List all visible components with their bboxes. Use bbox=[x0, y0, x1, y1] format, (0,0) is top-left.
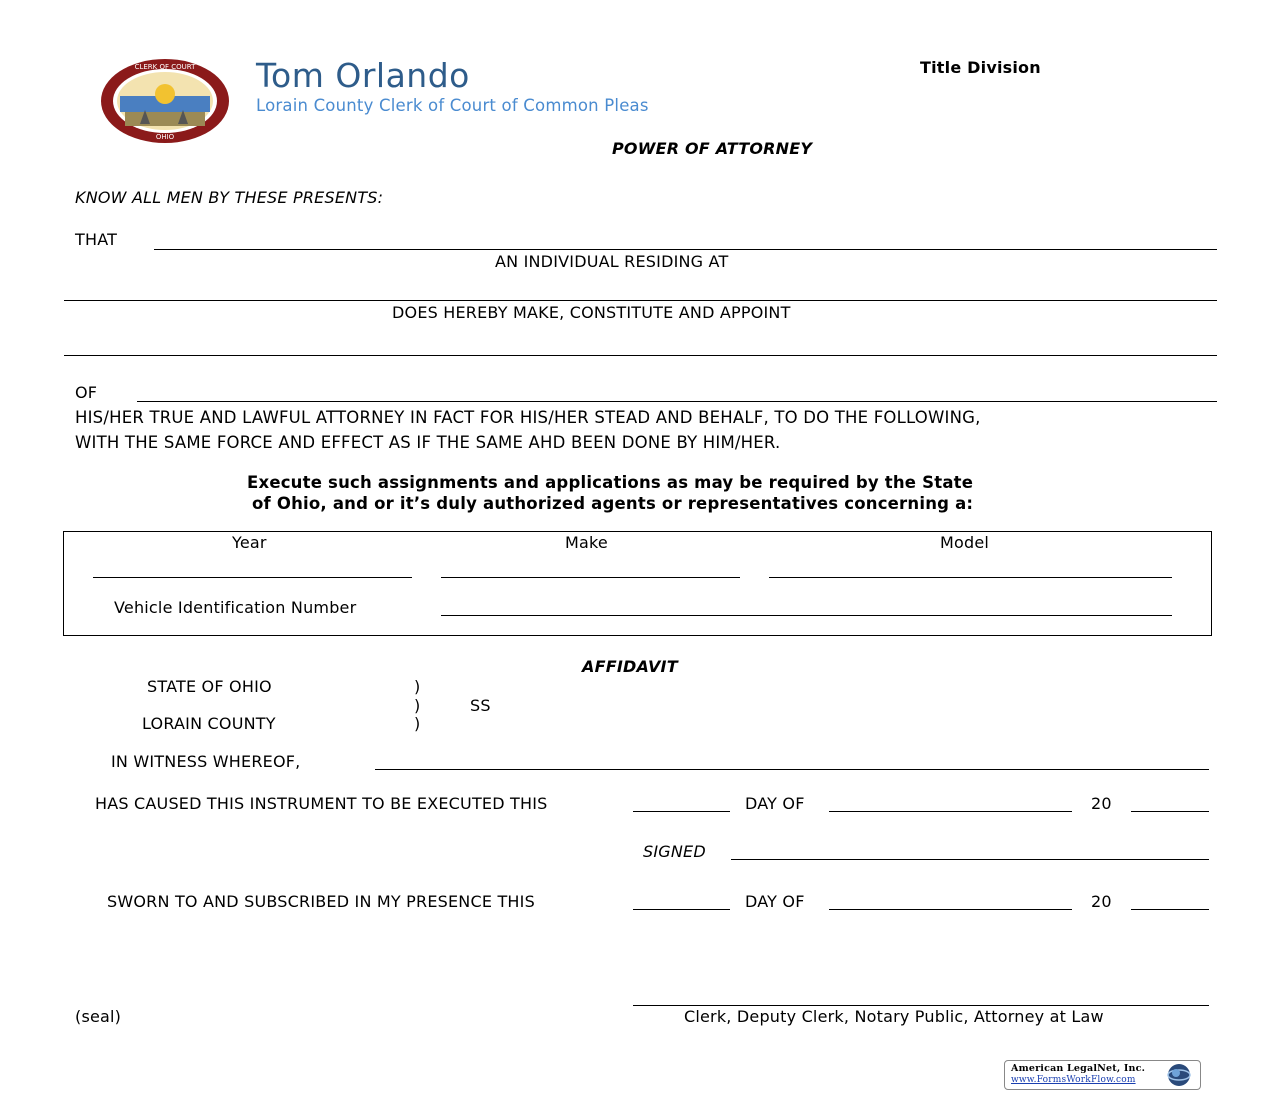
preamble: KNOW ALL MEN BY THESE PRESENTS: bbox=[75, 188, 384, 207]
executed-month-field[interactable] bbox=[829, 811, 1072, 812]
principal-address-field[interactable] bbox=[64, 300, 1217, 301]
principal-name-field[interactable] bbox=[154, 249, 1217, 250]
signature-field[interactable] bbox=[731, 859, 1209, 860]
paren-3: ) bbox=[414, 714, 421, 733]
execute-text-line2: of Ohio, and or it’s duly authorized agents or representatives concerning a: bbox=[252, 494, 974, 513]
sworn-label: SWORN TO AND SUBSCRIBED IN MY PRESENCE THIS bbox=[107, 892, 535, 911]
executed-year-field[interactable] bbox=[1131, 811, 1209, 812]
clerk-name: Tom Orlando bbox=[256, 56, 470, 95]
sworn-year-field[interactable] bbox=[1131, 909, 1209, 910]
clerk-office: Lorain County Clerk of Court of Common Pleas bbox=[256, 96, 649, 115]
executed-year-prefix: 20 bbox=[1091, 794, 1112, 813]
signed-label: SIGNED bbox=[643, 842, 706, 861]
division-label: Title Division bbox=[920, 58, 1041, 77]
svg-text:CLERK OF COURT: CLERK OF COURT bbox=[134, 63, 196, 71]
legalnet-url[interactable]: www.FormsWorkFlow.com bbox=[1011, 1075, 1136, 1085]
sworn-day-of-label: DAY OF bbox=[745, 892, 805, 911]
legalnet-logo[interactable] bbox=[1004, 1060, 1201, 1090]
model-label: Model bbox=[940, 533, 990, 552]
official-title: Clerk, Deputy Clerk, Notary Public, Attorney at Law bbox=[684, 1007, 1104, 1026]
affidavit-title: AFFIDAVIT bbox=[582, 657, 678, 676]
execute-text-line1: Execute such assignments and applications as may be required by the State bbox=[247, 473, 974, 492]
witness-label: IN WITNESS WHEREOF, bbox=[111, 752, 301, 771]
attorney-text-line1: HIS/HER TRUE AND LAWFUL ATTORNEY IN FACT FOR HIS/HER STEAD AND BEHALF, TO DO THE FOLLOWING, bbox=[75, 408, 981, 427]
of-label: OF bbox=[75, 383, 98, 402]
court-seal bbox=[100, 58, 230, 144]
that-label: THAT bbox=[75, 230, 118, 249]
state-label: STATE OF OHIO bbox=[147, 677, 272, 696]
appoint-label: DOES HEREBY MAKE, CONSTITUTE AND APPOINT bbox=[392, 303, 791, 322]
attorney-address-field[interactable] bbox=[137, 401, 1217, 402]
make-field[interactable] bbox=[441, 577, 740, 578]
paren-2: ) bbox=[414, 696, 421, 715]
model-field[interactable] bbox=[769, 577, 1172, 578]
county-label: LORAIN COUNTY bbox=[142, 714, 276, 733]
sworn-day-field[interactable] bbox=[633, 909, 730, 910]
attorney-name-field[interactable] bbox=[64, 355, 1217, 356]
paren-1: ) bbox=[414, 677, 421, 696]
ss-label: SS bbox=[470, 696, 491, 715]
seal-label: (seal) bbox=[75, 1007, 122, 1026]
sworn-month-field[interactable] bbox=[829, 909, 1072, 910]
make-label: Make bbox=[565, 533, 608, 552]
attorney-text-line2: WITH THE SAME FORCE AND EFFECT AS IF THE SAME AHD BEEN DONE BY HIM/HER. bbox=[75, 433, 781, 452]
globe-icon bbox=[1161, 1063, 1197, 1087]
legalnet-company: American LegalNet, Inc. bbox=[1011, 1063, 1146, 1074]
vin-label: Vehicle Identification Number bbox=[114, 598, 357, 617]
executed-label: HAS CAUSED THIS INSTRUMENT TO BE EXECUTED THIS bbox=[95, 794, 548, 813]
year-label: Year bbox=[232, 533, 267, 552]
svg-text:OHIO: OHIO bbox=[155, 133, 175, 141]
executed-day-of-label: DAY OF bbox=[745, 794, 805, 813]
executed-day-field[interactable] bbox=[633, 811, 730, 812]
form-title: POWER OF ATTORNEY bbox=[612, 139, 813, 158]
individual-label: AN INDIVIDUAL RESIDING AT bbox=[495, 252, 729, 271]
witness-field[interactable] bbox=[375, 769, 1209, 770]
year-field[interactable] bbox=[93, 577, 412, 578]
vin-field[interactable] bbox=[441, 615, 1172, 616]
sworn-year-prefix: 20 bbox=[1091, 892, 1112, 911]
official-signature-field[interactable] bbox=[633, 1005, 1209, 1006]
